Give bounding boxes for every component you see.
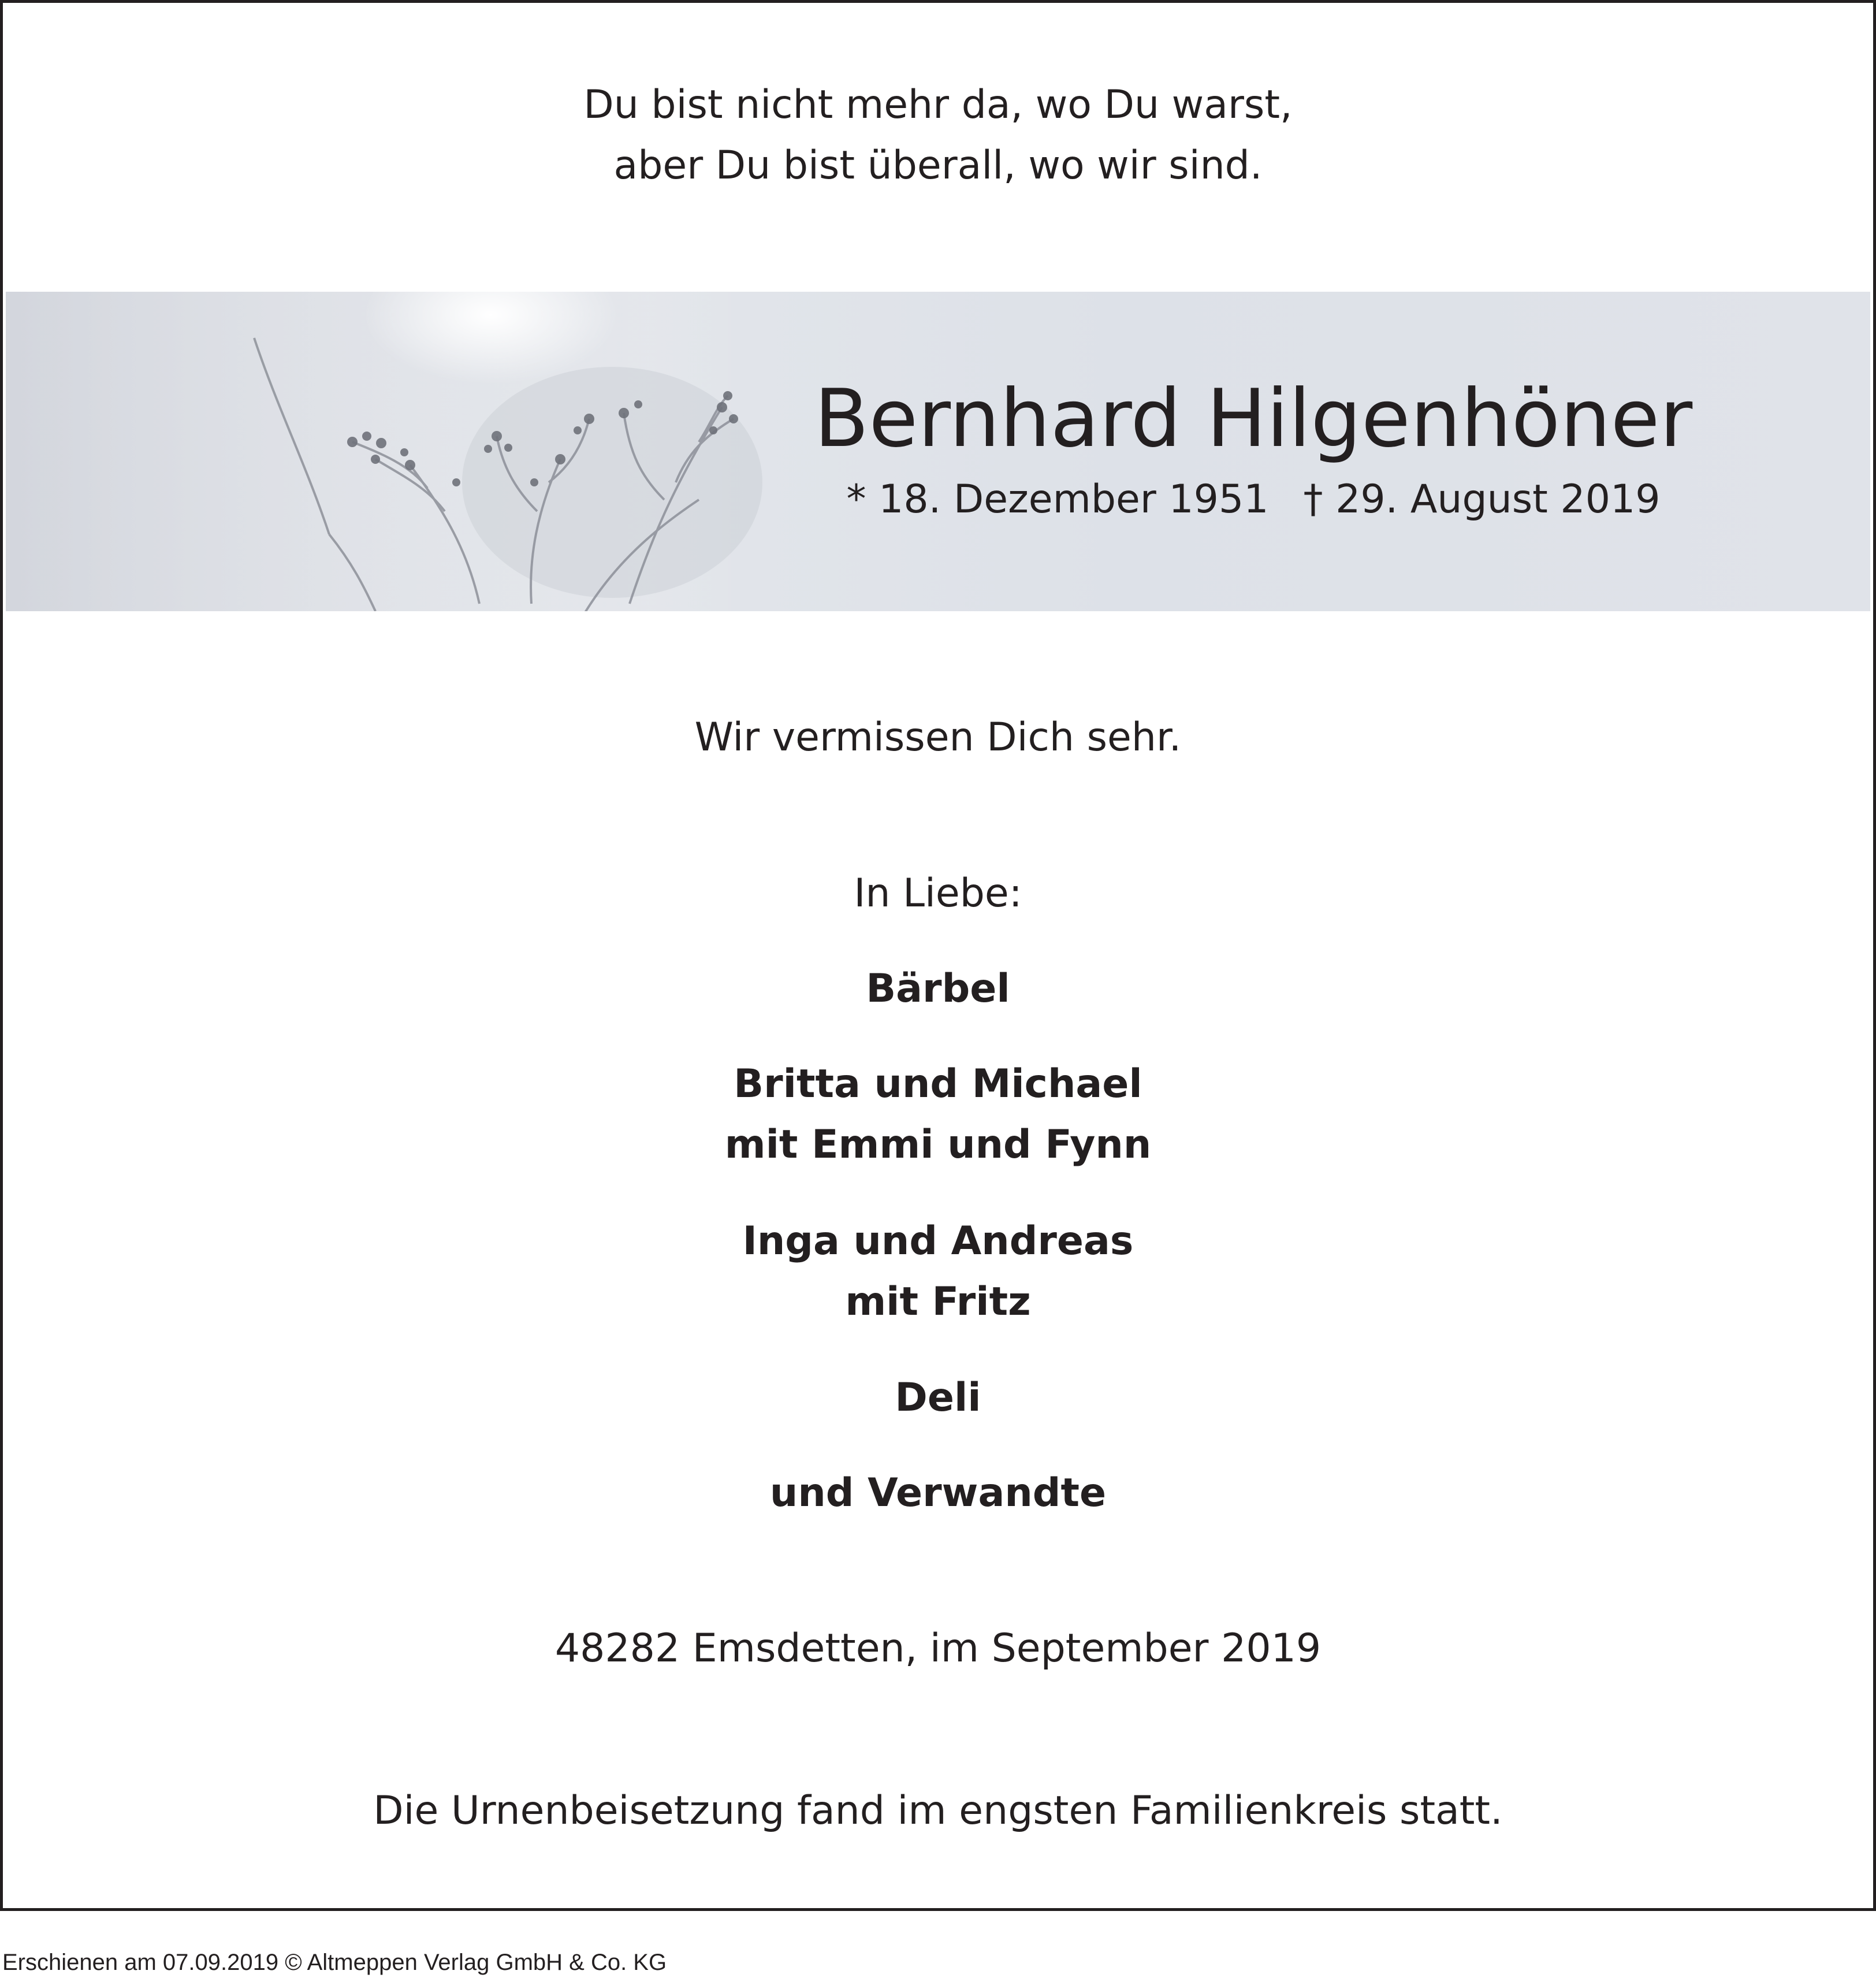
death-date: † 29. August 2019 [1303, 477, 1661, 522]
life-dates [791, 471, 1715, 529]
mourner-relatives: und Verwandte [769, 1470, 1107, 1516]
mourner-inga-line2: mit Fritz [845, 1279, 1031, 1325]
mourner-baerbel: Bärbel [866, 966, 1010, 1012]
motto-line-1: Du bist nicht mehr da, wo Du warst, [583, 82, 1293, 128]
message: Wir vermissen Dich sehr. [694, 715, 1182, 760]
birth-date: * 18. Dezember 1951 [846, 477, 1269, 522]
publication-footer: Erschienen am 07.09.2019 © Altmeppen Verlag GmbH & Co. KG [2, 1950, 667, 1975]
mourner-britta-line2: mit Emmi und Fynn [724, 1122, 1152, 1168]
burial-notice: Die Urnenbeisetzung fand im engsten Familienkreis statt. [373, 1788, 1503, 1834]
mourner-britta-line1: Britta und Michael [734, 1061, 1142, 1107]
deceased-name: Bernhard Hilgenhöner [814, 372, 1693, 465]
place-date: 48282 Emsdetten, im September 2019 [554, 1626, 1322, 1671]
in-love-heading: In Liebe: [854, 871, 1022, 916]
mourner-inga-line1: Inga und Andreas [742, 1218, 1134, 1264]
motto-line-2: aber Du bist überall, wo wir sind. [613, 143, 1263, 188]
mourner-deli: Deli [895, 1375, 981, 1421]
